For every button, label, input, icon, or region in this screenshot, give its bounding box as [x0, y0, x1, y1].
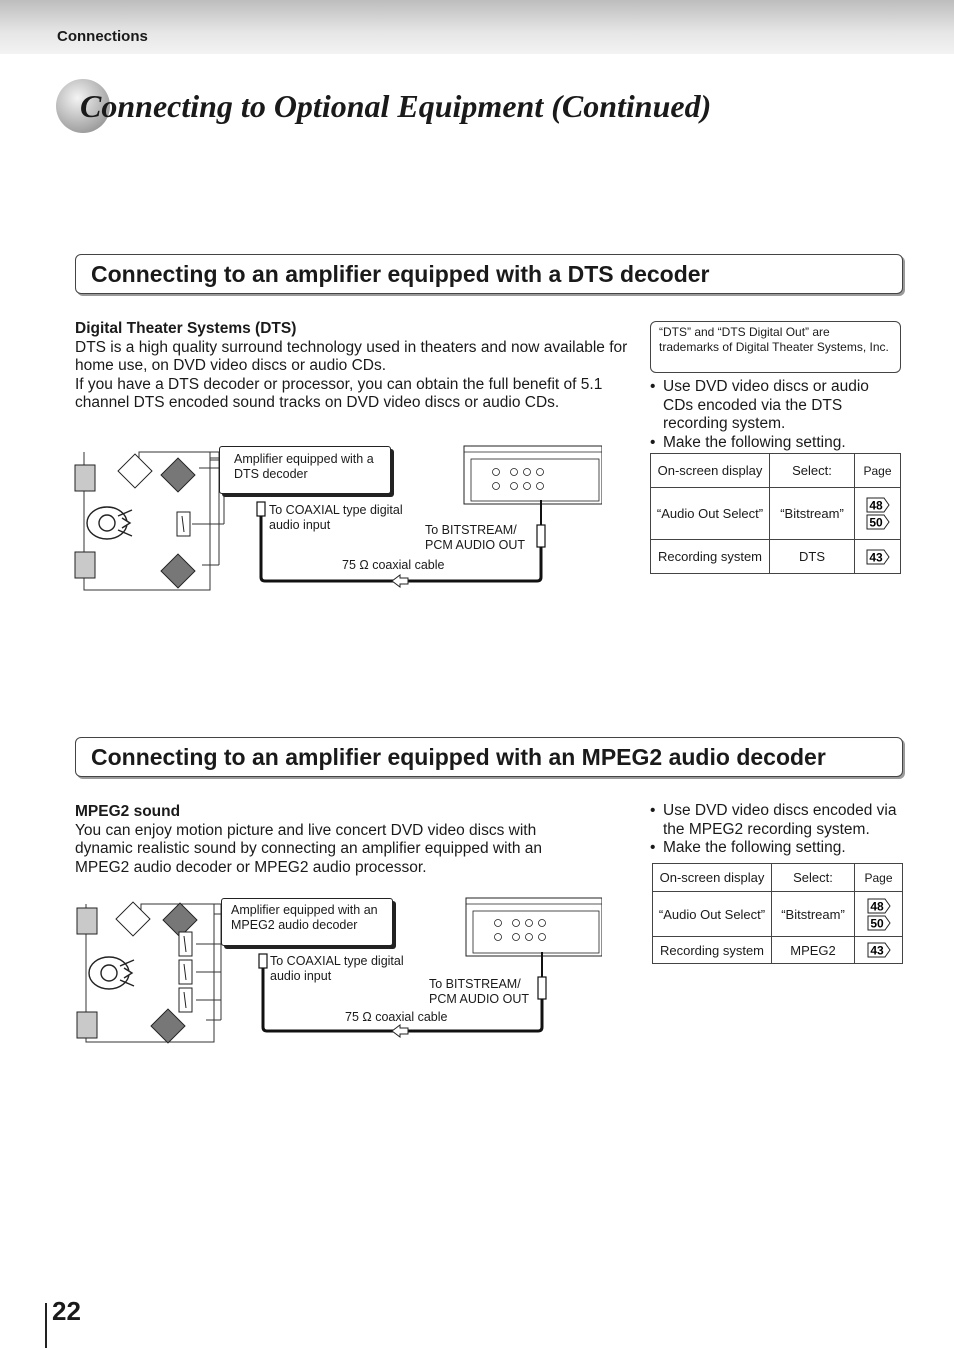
- table-cell: “Audio Out Select”: [653, 892, 772, 937]
- svg-text:48: 48: [868, 498, 883, 513]
- page-ref-badge-icon[interactable]: [866, 549, 890, 565]
- svg-text:50: 50: [868, 515, 883, 530]
- page-ref-badge-icon[interactable]: [867, 915, 891, 931]
- dts-paragraph-2: If you have a DTS decoder or processor, you can obtain the full benefit of 5.1 channel DTS encoded sound tracks on DVD video discs or audio CDs.: [75, 375, 603, 411]
- dts-connection-diagram: [74, 440, 602, 595]
- table-header: Select:: [770, 454, 855, 488]
- svg-text:48: 48: [869, 899, 884, 913]
- page-number: 22: [52, 1296, 81, 1326]
- mpeg2-heading-box: [75, 737, 903, 777]
- table-header: On-screen display: [651, 454, 770, 488]
- svg-text:43: 43: [869, 943, 884, 958]
- page-title: Connecting to Optional Equipment (Continued): [80, 88, 712, 124]
- dts-settings-table: [650, 453, 901, 574]
- page-ref-cell: [855, 892, 903, 937]
- svg-text:43: 43: [868, 550, 883, 564]
- table-header: On-screen display: [653, 864, 772, 892]
- table-cell: “Audio Out Select”: [651, 488, 770, 540]
- table-cell: MPEG2: [772, 937, 855, 964]
- dts-bullet: • Make the following setting.: [650, 434, 900, 453]
- dts-description: [75, 320, 640, 413]
- mpeg2-settings-table: [652, 863, 903, 964]
- header-bar: [0, 0, 954, 54]
- mpeg2-subheading: MPEG2 sound: [75, 803, 181, 820]
- mpeg2-bitstream-out-label: To BITSTREAM/ PCM AUDIO OUT: [429, 977, 530, 1006]
- table-cell: Recording system: [653, 937, 772, 964]
- table-cell: DTS: [770, 540, 855, 574]
- page-ref-cell: [855, 937, 903, 964]
- page-ref-badge-icon[interactable]: [867, 898, 891, 914]
- page-ref-cell: [855, 540, 901, 574]
- section-label: Connections: [57, 28, 148, 45]
- table-cell: Recording system: [651, 540, 770, 574]
- page-ref-badge-icon[interactable]: [866, 514, 890, 530]
- dts-bullet: • Use DVD video discs or audio CDs encoded via the DTS recording system.: [650, 378, 900, 434]
- svg-text:50: 50: [869, 916, 884, 930]
- page-number-rule: [45, 1303, 47, 1348]
- dts-subheading: Digital Theater Systems (DTS): [75, 320, 297, 337]
- dts-bitstream-out-label: To BITSTREAM/ PCM AUDIO OUT: [425, 523, 526, 552]
- mpeg2-amplifier-label: Amplifier equipped with an MPEG2 audio decoder: [231, 903, 378, 932]
- dts-amplifier-label: Amplifier equipped with a DTS decoder: [234, 452, 374, 481]
- mpeg2-coaxial-input-label: To COAXIAL type digital audio input: [270, 954, 404, 983]
- dts-trademark-note: “DTS” and “DTS Digital Out” are trademarks of Digital Theater Systems, Inc.: [650, 321, 901, 373]
- dts-bullet-list: [650, 378, 900, 452]
- page-ref-badge-icon[interactable]: [867, 942, 891, 958]
- mpeg2-bullet-list: [650, 802, 906, 858]
- dts-amplifier-box: [219, 446, 391, 494]
- mpeg2-bullet: • Use DVD video discs encoded via the MPEG2 recording system.: [650, 802, 906, 839]
- mpeg2-amplifier-box: [221, 898, 393, 946]
- mpeg2-paragraph-1: You can enjoy motion picture and live concert DVD video discs with dynamic realistic sound by connecting an amplifier equipped with an MPEG2 audio decoder or MPEG2 audio processor.: [75, 821, 542, 876]
- page-ref-badge-icon[interactable]: [866, 497, 890, 513]
- table-cell: “Bitstream”: [772, 892, 855, 937]
- mpeg2-connection-diagram: [76, 892, 602, 1047]
- dts-cable-label: 75 Ω coaxial cable: [342, 558, 445, 572]
- mpeg2-bullet: • Make the following setting.: [650, 839, 906, 858]
- mpeg2-cable-label: 75 Ω coaxial cable: [345, 1010, 448, 1024]
- mpeg2-heading: Connecting to an amplifier equipped with an MPEG2 audio decoder: [91, 744, 826, 770]
- table-cell: “Bitstream”: [770, 488, 855, 540]
- mpeg2-description: [75, 803, 565, 877]
- dts-heading-box: [75, 254, 903, 294]
- table-header: Page: [855, 454, 901, 488]
- page-ref-cell: [855, 488, 901, 540]
- dts-heading: Connecting to an amplifier equipped with a DTS decoder: [91, 261, 710, 287]
- dts-coaxial-input-label: To COAXIAL type digital audio input: [269, 503, 403, 532]
- table-header: Page: [855, 864, 903, 892]
- dts-paragraph-1: DTS is a high quality surround technology used in theaters and now available for home use, on DVD video discs or audio CDs.: [75, 338, 628, 374]
- table-header: Select:: [772, 864, 855, 892]
